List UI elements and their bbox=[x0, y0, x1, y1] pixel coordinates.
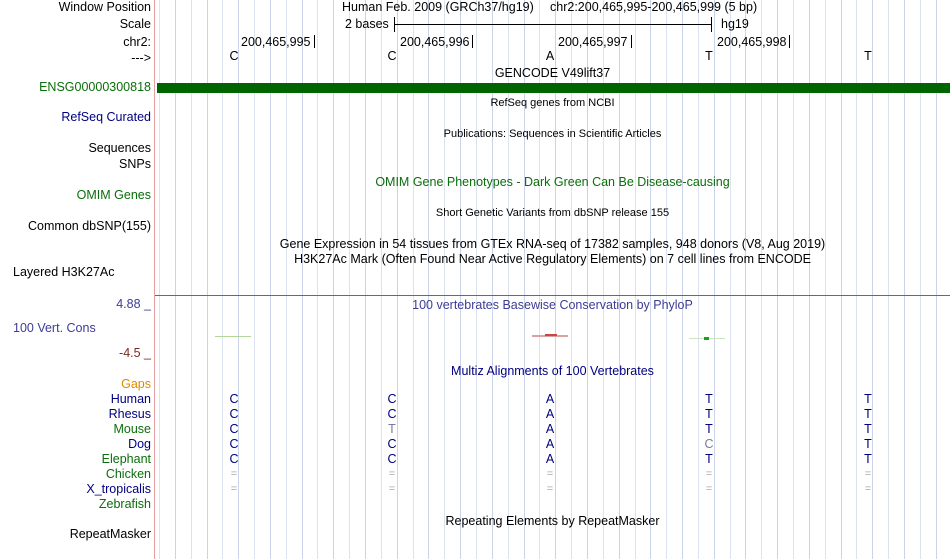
species-label-elephant[interactable]: Elephant bbox=[101, 452, 151, 466]
coord-tick-1 bbox=[314, 35, 315, 48]
ref-base-1: C bbox=[229, 49, 239, 63]
gencode-track-title: GENCODE V49lift37 bbox=[494, 66, 611, 80]
alignment-base: T bbox=[388, 422, 396, 436]
track-label-column bbox=[0, 0, 153, 559]
scale-text: 2 bases bbox=[345, 17, 389, 31]
alignment-base: A bbox=[545, 422, 555, 436]
alignment-base: A bbox=[545, 452, 555, 466]
alignment-base: C bbox=[229, 407, 239, 421]
position-text: chr2:200,465,995-200,465,999 (5 bp) bbox=[550, 0, 758, 14]
multiz-track-title: Multiz Alignments of 100 Vertebrates bbox=[451, 364, 654, 378]
ref-base-3: A bbox=[545, 49, 555, 63]
alignment-base: C bbox=[229, 452, 239, 466]
phylop-track-title: 100 vertebrates Basewise Conservation by PhyloP bbox=[412, 298, 693, 312]
alignment-base: = bbox=[388, 468, 396, 480]
h3k27ac-track-title: H3K27Ac Mark (Often Found Near Active Regulatory Elements) on 7 cell lines from ENCODE bbox=[294, 252, 811, 266]
coord-label-1: 200,465,995 bbox=[241, 35, 311, 49]
omim-track-title: OMIM Gene Phenotypes - Dark Green Can Be Disease-causing bbox=[375, 175, 730, 189]
species-label-mouse[interactable]: Mouse bbox=[113, 422, 151, 436]
cons-mark-1 bbox=[215, 336, 251, 337]
common-dbsnp-track-label[interactable]: Common dbSNP(155) bbox=[28, 219, 151, 233]
species-label-dog[interactable]: Dog bbox=[128, 437, 151, 451]
alignment-base: = bbox=[388, 483, 396, 495]
scale-bar bbox=[394, 24, 711, 25]
alignment-base: = bbox=[864, 483, 872, 495]
alignment-base: C bbox=[387, 407, 397, 421]
gene-feature-bar[interactable] bbox=[157, 83, 950, 93]
alignment-base: T bbox=[864, 407, 872, 421]
alignment-base: T bbox=[705, 407, 713, 421]
layered-h3k27ac-track-label[interactable]: Layered H3K27Ac bbox=[13, 265, 115, 279]
cons-mark-3-peak bbox=[704, 337, 709, 340]
species-label-x-tropicalis[interactable]: X_tropicalis bbox=[86, 482, 151, 496]
scale-bar-right-tick bbox=[711, 17, 712, 32]
scale-bar-left-tick bbox=[394, 17, 395, 32]
track-image[interactable] bbox=[155, 0, 950, 559]
conservation-max-value: 4.88 _ bbox=[116, 297, 151, 311]
assembly-text: Human Feb. 2009 (GRCh37/hg19) bbox=[342, 0, 534, 14]
alignment-base: C bbox=[387, 437, 397, 451]
alignment-base: C bbox=[229, 422, 239, 436]
alignment-base: = bbox=[705, 468, 713, 480]
alignment-base: A bbox=[545, 407, 555, 421]
repeatmasker-track-label[interactable]: RepeatMasker bbox=[69, 527, 151, 541]
alignment-base: = bbox=[864, 468, 872, 480]
alignment-base: = bbox=[546, 483, 554, 495]
ensg-track-label[interactable]: ENSG00000300818 bbox=[39, 80, 151, 94]
alignment-base: = bbox=[705, 483, 713, 495]
gtex-track-title: Gene Expression in 54 tissues from GTEx RNA-seq of 17382 samples, 948 donors (V8, Aug 2019) bbox=[279, 237, 826, 251]
coord-tick-4 bbox=[789, 35, 790, 48]
alignment-base: T bbox=[864, 452, 872, 466]
species-label-zebrafish[interactable]: Zebrafish bbox=[98, 497, 151, 511]
species-label-rhesus[interactable]: Rhesus bbox=[108, 407, 151, 421]
h3k27ac-baseline bbox=[155, 295, 950, 296]
ref-base-5: T bbox=[864, 49, 872, 63]
coord-label-4: 200,465,998 bbox=[717, 35, 787, 49]
alignment-base: = bbox=[230, 483, 238, 495]
species-label-human[interactable]: Human bbox=[110, 392, 151, 406]
alignment-base: C bbox=[387, 392, 397, 406]
refseq-track-title: RefSeq genes from NCBI bbox=[490, 97, 615, 109]
scale-label: Scale bbox=[119, 17, 151, 31]
omim-track-label[interactable]: OMIM Genes bbox=[76, 188, 151, 202]
alignment-base: A bbox=[545, 437, 555, 451]
alignment-base: T bbox=[705, 452, 713, 466]
window-position-label: Window Position bbox=[58, 0, 151, 14]
coord-tick-2 bbox=[472, 35, 473, 48]
snps-track-label[interactable]: SNPs bbox=[119, 157, 151, 171]
refseq-track-label[interactable]: RefSeq Curated bbox=[61, 110, 151, 124]
alignment-base: C bbox=[387, 452, 397, 466]
publications-track-title: Publications: Sequences in Scientific Articles bbox=[443, 128, 662, 140]
repeatmasker-track-title: Repeating Elements by RepeatMasker bbox=[445, 514, 660, 528]
gaps-track-label[interactable]: Gaps bbox=[121, 377, 151, 391]
alignment-base: A bbox=[545, 392, 555, 406]
alignment-base: = bbox=[230, 468, 238, 480]
conservation-min-value: -4.5 _ bbox=[119, 346, 151, 360]
coord-label-2: 200,465,996 bbox=[400, 35, 470, 49]
alignment-base: T bbox=[705, 392, 713, 406]
alignment-base: T bbox=[864, 422, 872, 436]
cons-mark-2-peak bbox=[545, 334, 557, 336]
coord-tick-3 bbox=[631, 35, 632, 48]
alignment-base: T bbox=[705, 422, 713, 436]
strand-arrow-label: ---> bbox=[131, 51, 151, 65]
dbsnp-track-title: Short Genetic Variants from dbSNP release 155 bbox=[435, 207, 670, 219]
sequences-track-label[interactable]: Sequences bbox=[88, 141, 151, 155]
coord-label-3: 200,465,997 bbox=[558, 35, 628, 49]
alignment-base: C bbox=[229, 437, 239, 451]
ref-base-2: C bbox=[387, 49, 397, 63]
chrom-label: chr2: bbox=[123, 35, 151, 49]
alignment-base: C bbox=[704, 437, 714, 451]
conservation-track-label[interactable]: 100 Vert. Cons bbox=[13, 321, 96, 335]
db-name: hg19 bbox=[721, 17, 749, 31]
ref-base-4: T bbox=[705, 49, 713, 63]
alignment-base: T bbox=[864, 392, 872, 406]
species-label-chicken[interactable]: Chicken bbox=[105, 467, 151, 481]
alignment-base: = bbox=[546, 468, 554, 480]
alignment-base: T bbox=[864, 437, 872, 451]
alignment-base: C bbox=[229, 392, 239, 406]
